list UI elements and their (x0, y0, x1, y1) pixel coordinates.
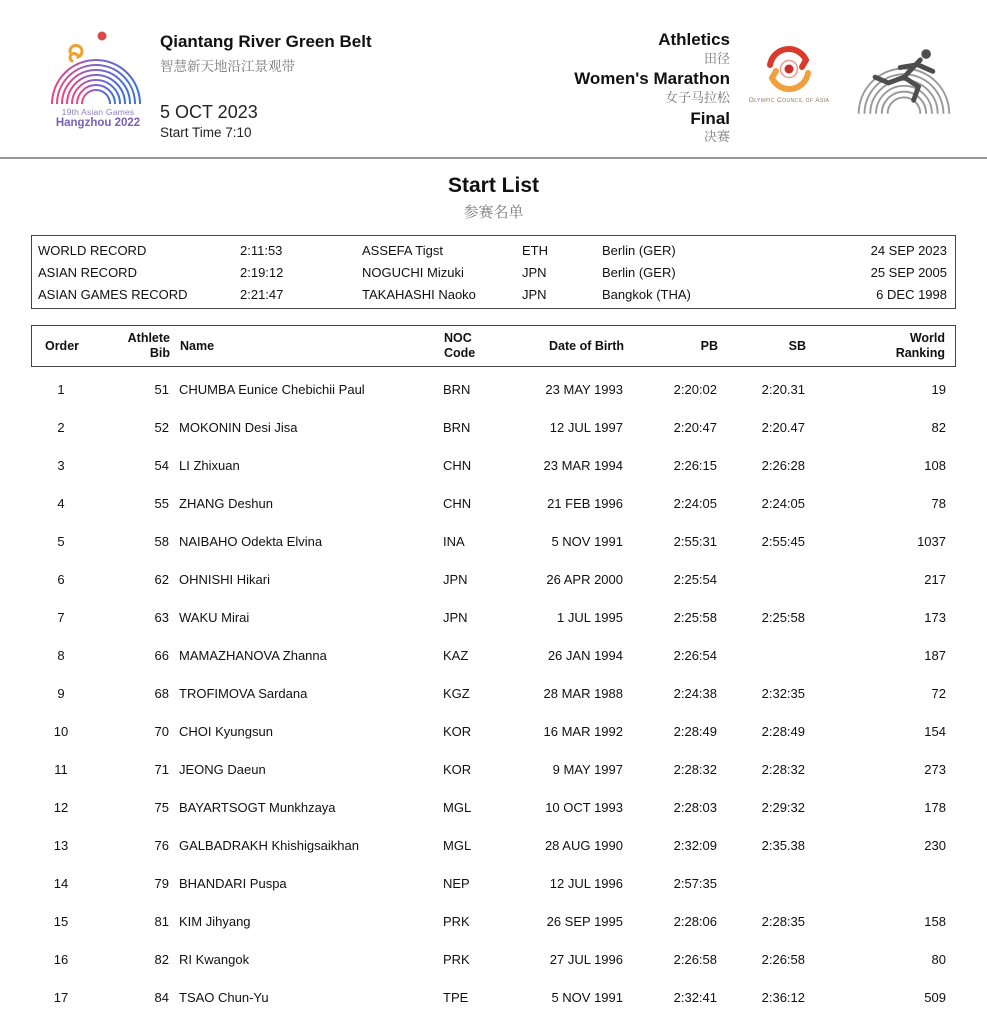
table-row (31, 675, 956, 713)
bib-cell: 71 (154, 762, 169, 778)
table-row (31, 561, 956, 599)
rank-cell: 72 (931, 686, 946, 702)
pb-cell: 2:26:54 (673, 648, 717, 664)
phase-name-zh: 决赛 (703, 129, 730, 145)
col-header-athlete-bib: Athlete Bib (127, 331, 170, 360)
dob-cell: 12 JUL 1996 (549, 876, 623, 892)
order-cell: 12 (53, 800, 69, 816)
record-label: WORLD RECORD (38, 242, 147, 258)
table-row (31, 713, 956, 751)
sb-cell: 2:26:28 (761, 458, 805, 474)
record-date: 6 DEC 1998 (876, 286, 947, 302)
dob-cell: 23 MAR 1994 (543, 458, 623, 474)
col-header-pb: PB (700, 338, 718, 353)
pb-cell: 2:28:49 (673, 724, 717, 740)
dob-cell: 23 MAY 1993 (545, 382, 623, 398)
name-cell: WAKU Mirai (179, 610, 250, 626)
noc-cell: JPN (443, 572, 468, 588)
games-logo-line2: Hangzhou 2022 (55, 117, 141, 129)
dob-cell: 27 JUL 1996 (549, 952, 623, 968)
noc-cell: MGL (443, 800, 472, 816)
record-label: ASIAN RECORD (38, 264, 137, 280)
event-name-zh: 女子马拉松 (664, 89, 730, 105)
table-header (31, 325, 956, 367)
table-row (31, 599, 956, 637)
name-cell: RI Kwangok (179, 952, 250, 968)
dob-cell: 21 FEB 1996 (547, 496, 623, 512)
bib-cell: 75 (154, 800, 169, 816)
sport-name-zh: 田径 (703, 50, 730, 66)
record-row (32, 239, 955, 261)
col-header-sb: SB (788, 338, 806, 353)
col-header-order: Order (44, 338, 80, 353)
order-cell: 14 (53, 876, 69, 892)
record-time: 2:19:12 (240, 264, 284, 280)
order-cell: 8 (57, 648, 65, 664)
table-row (31, 485, 956, 523)
sb-cell: 2:32:35 (761, 686, 805, 702)
record-row (32, 283, 955, 305)
table-row (31, 447, 956, 485)
rank-cell: 230 (924, 838, 946, 854)
record-athlete: NOGUCHI Mizuki (362, 264, 464, 280)
name-cell: GALBADRAKH Khishigsaikhan (179, 838, 359, 854)
start-time: Start Time 7:10 (160, 125, 252, 140)
rank-cell: 217 (924, 572, 946, 588)
noc-cell: JPN (443, 610, 468, 626)
rank-cell: 78 (931, 496, 946, 512)
pb-cell: 2:24:05 (673, 496, 717, 512)
name-cell: NAIBAHO Odekta Elvina (179, 534, 323, 550)
noc-cell: CHN (443, 458, 472, 474)
bib-cell: 70 (154, 724, 169, 740)
sb-cell: 2:20.31 (761, 382, 805, 398)
sb-cell: 2:20.47 (761, 420, 805, 436)
noc-cell: KOR (443, 724, 472, 740)
order-cell: 1 (57, 382, 65, 398)
order-cell: 2 (57, 420, 65, 436)
runner-icon (850, 46, 956, 116)
athletics-pictogram (850, 46, 956, 116)
table-row (31, 371, 956, 409)
sb-cell: 2:24:05 (761, 496, 805, 512)
venue-block (160, 32, 372, 140)
name-cell: CHUMBA Eunice Chebichii Paul (179, 382, 365, 398)
record-venue: Berlin (GER) (602, 264, 676, 280)
bib-cell: 52 (154, 420, 169, 436)
table-row (31, 789, 956, 827)
pb-cell: 2:57:35 (673, 876, 717, 892)
sb-cell: 2:36:12 (761, 990, 805, 1006)
record-time: 2:11:53 (240, 242, 283, 258)
table-row (31, 903, 956, 941)
bib-cell: 76 (154, 838, 169, 854)
name-cell: TROFIMOVA Sardana (179, 686, 308, 702)
phase-name: Final (690, 108, 730, 128)
name-cell: JEONG Daeun (179, 762, 266, 778)
name-cell: MAMAZHANOVA Zhanna (179, 648, 327, 664)
rank-cell: 154 (924, 724, 946, 740)
rank-cell: 80 (931, 952, 946, 968)
dob-cell: 16 MAR 1992 (543, 724, 623, 740)
pb-cell: 2:25:58 (673, 610, 717, 626)
noc-cell: TPE (443, 990, 469, 1006)
bib-cell: 82 (154, 952, 169, 968)
noc-cell: BRN (443, 420, 471, 436)
dob-cell: 9 MAY 1997 (552, 762, 623, 778)
noc-cell: KGZ (443, 686, 470, 702)
noc-cell: PRK (443, 952, 470, 968)
document-header (0, 0, 987, 159)
sb-cell: 2:28:32 (761, 762, 805, 778)
dob-cell: 12 JUL 1997 (549, 420, 623, 436)
sb-cell: 2:25:58 (761, 610, 805, 626)
order-cell: 16 (53, 952, 69, 968)
noc-cell: KAZ (443, 648, 469, 664)
records-box (31, 235, 956, 309)
order-cell: 7 (57, 610, 65, 626)
rank-cell: 509 (924, 990, 946, 1006)
order-cell: 10 (53, 724, 69, 740)
oca-logo (733, 44, 845, 104)
table-row (31, 751, 956, 789)
record-time: 2:21:47 (240, 286, 284, 302)
name-cell: BHANDARI Puspa (179, 876, 287, 892)
sb-cell: 2:28:35 (761, 914, 805, 930)
rank-cell: 19 (931, 382, 946, 398)
dob-cell: 10 OCT 1993 (545, 800, 623, 816)
sb-cell: 2:29:32 (761, 800, 805, 816)
record-row (32, 261, 955, 283)
order-cell: 15 (53, 914, 69, 930)
rank-cell: 82 (931, 420, 946, 436)
venue-name-zh: 智慧新天地沿江景观带 (160, 59, 295, 74)
oca-label: Olympic Council of Asia (748, 97, 830, 104)
rank-cell: 187 (924, 648, 946, 664)
record-label: ASIAN GAMES RECORD (38, 286, 188, 302)
name-cell: LI Zhixuan (179, 458, 240, 474)
sun-dot-icon (98, 32, 107, 41)
games-logo-line1: 19th Asian Games (61, 107, 135, 117)
rank-cell: 1037 (917, 534, 946, 550)
table-row (31, 979, 956, 1017)
event-name: Women's Marathon (574, 69, 730, 89)
record-athlete: TAKAHASHI Naoko (362, 286, 476, 302)
noc-cell: CHN (443, 496, 472, 512)
order-cell: 4 (57, 496, 65, 512)
bib-cell: 54 (154, 458, 169, 474)
record-noc: ETH (522, 242, 548, 258)
noc-cell: PRK (443, 914, 470, 930)
sb-cell: 2:55:45 (761, 534, 805, 550)
dob-cell: 1 JUL 1995 (556, 610, 623, 626)
name-cell: KIM Jihyang (179, 914, 251, 930)
dob-cell: 5 NOV 1991 (551, 534, 623, 550)
name-cell: BAYARTSOGT Munkhzaya (179, 800, 336, 816)
bib-cell: 79 (154, 876, 169, 892)
oca-sun-icon (733, 44, 845, 96)
swirl-icon (70, 45, 82, 61)
pb-cell: 2:28:32 (673, 762, 717, 778)
event-block (430, 30, 730, 148)
sb-cell: 2:26:58 (761, 952, 805, 968)
table-row (31, 941, 956, 979)
table-row (31, 637, 956, 675)
col-header-name: Name (180, 338, 215, 353)
pb-cell: 2:28:03 (673, 800, 717, 816)
name-cell: MOKONIN Desi Jisa (179, 420, 298, 436)
pb-cell: 2:20:02 (673, 382, 717, 398)
rank-cell: 178 (924, 800, 946, 816)
pb-cell: 2:55:31 (673, 534, 717, 550)
table-row (31, 409, 956, 447)
name-cell: TSAO Chun-Yu (179, 990, 269, 1006)
name-cell: CHOI Kyungsun (179, 724, 273, 740)
bib-cell: 84 (154, 990, 169, 1006)
bib-cell: 81 (154, 914, 169, 930)
record-date: 24 SEP 2023 (870, 242, 947, 258)
col-header-world-ranking: World Ranking (895, 331, 945, 360)
sb-cell: 2:28:49 (761, 724, 805, 740)
bib-cell: 66 (154, 648, 169, 664)
record-venue: Bangkok (THA) (602, 286, 691, 302)
venue-name: Qiantang River Green Belt (160, 32, 372, 51)
dob-cell: 26 SEP 1995 (546, 914, 623, 930)
bib-cell: 55 (154, 496, 169, 512)
noc-cell: KOR (443, 762, 472, 778)
pb-cell: 2:24:38 (673, 686, 717, 702)
pb-cell: 2:25:54 (673, 572, 717, 588)
asian-games-emblem (46, 28, 150, 129)
pb-cell: 2:26:15 (673, 458, 717, 474)
order-cell: 6 (57, 572, 65, 588)
noc-cell: INA (443, 534, 465, 550)
bib-cell: 58 (154, 534, 169, 550)
rank-cell: 173 (924, 610, 946, 626)
pb-cell: 2:32:09 (673, 838, 717, 854)
noc-cell: NEP (443, 876, 470, 892)
col-header-noc-code: NOC Code (444, 331, 476, 360)
bib-cell: 68 (154, 686, 169, 702)
start-list-table-body (31, 371, 956, 1017)
pb-cell: 2:32:41 (673, 990, 717, 1006)
dob-cell: 26 APR 2000 (546, 572, 623, 588)
sb-cell: 2:35.38 (761, 838, 805, 854)
order-cell: 11 (54, 762, 68, 778)
noc-cell: BRN (443, 382, 471, 398)
record-date: 25 SEP 2005 (870, 264, 947, 280)
table-row (31, 523, 956, 561)
bib-cell: 63 (154, 610, 169, 626)
noc-cell: MGL (443, 838, 472, 854)
order-cell: 5 (57, 534, 65, 550)
rank-cell: 108 (924, 458, 946, 474)
page-title-zh: 参赛名单 (463, 204, 524, 221)
order-cell: 9 (57, 686, 65, 702)
bib-cell: 51 (154, 382, 169, 398)
col-header-date-of-birth: Date of Birth (549, 338, 624, 353)
dob-cell: 28 AUG 1990 (544, 838, 623, 854)
record-venue: Berlin (GER) (602, 242, 676, 258)
event-date: 5 OCT 2023 (160, 102, 258, 122)
record-athlete: ASSEFA Tigst (362, 242, 443, 258)
rank-cell: 158 (924, 914, 946, 930)
page-title: Start List (447, 174, 539, 197)
rank-cell: 273 (924, 762, 946, 778)
name-cell: ZHANG Deshun (179, 496, 273, 512)
page-title-section (0, 174, 987, 222)
order-cell: 3 (57, 458, 65, 474)
bib-cell: 62 (154, 572, 169, 588)
dob-cell: 26 JAN 1994 (547, 648, 623, 664)
order-cell: 17 (53, 990, 69, 1006)
table-row (31, 865, 956, 903)
table-row (31, 827, 956, 865)
record-noc: JPN (522, 286, 547, 302)
record-noc: JPN (522, 264, 547, 280)
name-cell: OHNISHI Hikari (179, 572, 271, 588)
pb-cell: 2:20:47 (673, 420, 717, 436)
dob-cell: 5 NOV 1991 (551, 990, 623, 1006)
order-cell: 13 (53, 838, 69, 854)
asian-games-fan-icon (46, 28, 146, 106)
pb-cell: 2:26:58 (673, 952, 717, 968)
pb-cell: 2:28:06 (673, 914, 717, 930)
dob-cell: 28 MAR 1988 (543, 686, 623, 702)
sport-name: Athletics (658, 30, 730, 49)
